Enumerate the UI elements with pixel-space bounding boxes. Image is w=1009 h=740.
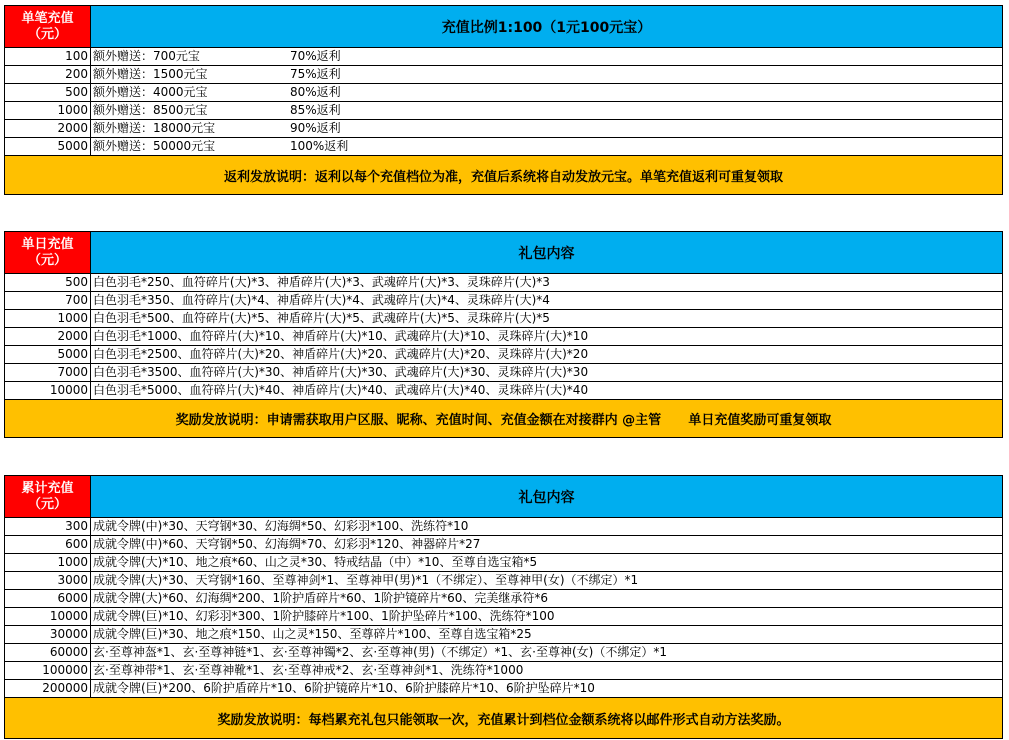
rebate-text: 85%返利 — [290, 103, 341, 117]
gift-content-header: 礼包内容 — [91, 232, 1002, 273]
bonus-text: 额外赠送：8500元宝 — [93, 103, 208, 117]
content-cell — [91, 84, 1002, 101]
amount-cell: 100000 — [5, 662, 91, 679]
content-cell: 成就令牌(大)*60、幻海绸*200、1阶护盾碎片*60、1阶护镜碎片*60、完美继承符*6 — [93, 591, 548, 605]
single-recharge-table — [4, 5, 1003, 195]
reward-note: 奖励发放说明：申请需获取用户区服、昵称、充值时间、充值金额在对接群内 @主管 单日充值奖励可重复领取 — [5, 400, 1002, 437]
table-row — [5, 608, 1002, 626]
amount-cell: 6000 — [5, 590, 91, 607]
rebate-text: 70%返利 — [290, 49, 341, 63]
header-left-line2: （元） — [27, 496, 67, 512]
amount-cell: 200 — [5, 66, 91, 83]
content-cell: 成就令牌(大)*30、天穹钢*160、至尊神剑*1、至尊神甲(男)*1（不绑定）、至尊神甲(女)（不绑定）*1 — [93, 573, 639, 587]
content-cell: 成就令牌(巨)*30、地之痕*150、山之灵*150、至尊碎片*100、至尊自选宝箱*25 — [93, 627, 532, 641]
amount-cell: 2000 — [5, 120, 91, 137]
table-row — [5, 274, 1002, 292]
amount-cell: 2000 — [5, 328, 91, 345]
amount-cell: 100 — [5, 48, 91, 65]
content-cell: 成就令牌(巨)*10、幻彩羽*300、1阶护膝碎片*100、1阶护坠碎片*100、洗练符*100 — [93, 609, 555, 623]
bonus-text: 额外赠送：700元宝 — [93, 49, 200, 63]
table-row — [5, 120, 1002, 138]
amount-cell: 10000 — [5, 608, 91, 625]
bonus-text: 额外赠送：18000元宝 — [93, 121, 216, 135]
table-row — [5, 328, 1002, 346]
table-row — [5, 84, 1002, 102]
amount-column-header — [5, 476, 91, 517]
amount-cell: 5000 — [5, 346, 91, 363]
content-cell: 玄·至尊神盔*1、玄·至尊神链*1、玄·至尊神镯*2、玄·至尊神(男)（不绑定）*1、玄·至尊神(女)（不绑定）*1 — [93, 645, 667, 659]
content-cell: 成就令牌(中)*60、天穹钢*50、幻海绸*70、幻彩羽*120、神器碎片*27 — [93, 537, 481, 551]
amount-cell: 1000 — [5, 554, 91, 571]
amount-cell: 300 — [5, 518, 91, 535]
table-row — [5, 138, 1002, 156]
content-cell — [91, 48, 1002, 65]
table-row — [5, 644, 1002, 662]
table-row — [5, 626, 1002, 644]
amount-cell: 500 — [5, 274, 91, 291]
amount-cell: 30000 — [5, 626, 91, 643]
table-row — [5, 680, 1002, 698]
amount-column-header — [5, 232, 91, 273]
content-cell: 白色羽毛*1000、血符碎片(大)*10、神盾碎片(大)*10、武魂碎片(大)*10、灵珠碎片(大)*10 — [93, 329, 589, 343]
table-row — [5, 66, 1002, 84]
content-cell: 成就令牌(中)*30、天穹钢*30、幻海绸*50、幻彩羽*100、洗练符*10 — [93, 519, 469, 533]
table-row — [5, 310, 1002, 328]
rebate-text: 75%返利 — [290, 67, 341, 81]
content-cell: 白色羽毛*5000、血符碎片(大)*40、神盾碎片(大)*40、武魂碎片(大)*40、灵珠碎片(大)*40 — [93, 383, 589, 397]
amount-cell: 500 — [5, 84, 91, 101]
reward-note: 奖励发放说明：每档累充礼包只能领取一次，充值累计到档位金额系统将以邮件形式自动方法奖励。 — [5, 698, 1002, 738]
table-header — [5, 6, 1002, 48]
content-cell: 白色羽毛*3500、血符碎片(大)*30、神盾碎片(大)*30、武魂碎片(大)*30、灵珠碎片(大)*30 — [93, 365, 589, 379]
bonus-text: 额外赠送：1500元宝 — [93, 67, 208, 81]
content-cell — [91, 66, 1002, 83]
amount-cell: 600 — [5, 536, 91, 553]
table-row — [5, 364, 1002, 382]
content-cell — [91, 138, 1002, 155]
content-cell: 成就令牌(大)*10、地之痕*60、山之灵*30、特戒结晶（中）*10、至尊自选宝箱*5 — [93, 555, 538, 569]
table-header — [5, 476, 1002, 518]
content-cell: 白色羽毛*350、血符碎片(大)*4、神盾碎片(大)*4、武魂碎片(大)*4、灵珠碎片(大)*4 — [93, 293, 550, 307]
bonus-text: 额外赠送：50000元宝 — [93, 139, 216, 153]
table-row — [5, 554, 1002, 572]
amount-cell: 5000 — [5, 138, 91, 155]
table-row — [5, 590, 1002, 608]
table-row — [5, 536, 1002, 554]
content-cell: 成就令牌(巨)*200、6阶护盾碎片*10、6阶护镜碎片*10、6阶护膝碎片*10、6阶护坠碎片*10 — [93, 681, 595, 695]
amount-cell: 3000 — [5, 572, 91, 589]
amount-cell: 7000 — [5, 364, 91, 381]
header-left-line2: （元） — [27, 26, 67, 42]
amount-cell: 10000 — [5, 382, 91, 399]
table-row — [5, 292, 1002, 310]
amount-cell: 200000 — [5, 680, 91, 697]
header-left-line2: （元） — [27, 252, 67, 268]
table-header — [5, 232, 1002, 274]
content-cell: 白色羽毛*500、血符碎片(大)*5、神盾碎片(大)*5、武魂碎片(大)*5、灵珠碎片(大)*5 — [93, 311, 550, 325]
gift-content-header: 礼包内容 — [91, 476, 1002, 517]
amount-cell: 1000 — [5, 102, 91, 119]
cumulative-recharge-table — [4, 475, 1003, 739]
content-cell: 白色羽毛*2500、血符碎片(大)*20、神盾碎片(大)*20、武魂碎片(大)*20、灵珠碎片(大)*20 — [93, 347, 589, 361]
rebate-text: 100%返利 — [290, 139, 349, 153]
content-cell: 白色羽毛*250、血符碎片(大)*3、神盾碎片(大)*3、武魂碎片(大)*3、灵珠碎片(大)*3 — [93, 275, 550, 289]
table-row — [5, 572, 1002, 590]
daily-recharge-table — [4, 231, 1003, 438]
header-left-line1: 单笔充值 — [21, 10, 74, 26]
amount-cell: 60000 — [5, 644, 91, 661]
table-row — [5, 48, 1002, 66]
rebate-note: 返利发放说明：返利以每个充值档位为准，充值后系统将自动发放元宝。单笔充值返利可重复领取 — [5, 156, 1002, 194]
header-left-line1: 单日充值 — [21, 236, 74, 252]
header-left-line1: 累计充值 — [21, 480, 74, 496]
content-cell: 玄·至尊神带*1、玄·至尊神靴*1、玄·至尊神戒*2、玄·至尊神剑*1、洗练符*1000 — [93, 663, 524, 677]
amount-cell: 700 — [5, 292, 91, 309]
table-row — [5, 518, 1002, 536]
rebate-text: 90%返利 — [290, 121, 341, 135]
content-cell — [91, 102, 1002, 119]
table-row — [5, 662, 1002, 680]
content-cell — [91, 120, 1002, 137]
rebate-text: 80%返利 — [290, 85, 341, 99]
table-row — [5, 102, 1002, 120]
ratio-header: 充值比例1:100（1元100元宝） — [91, 6, 1002, 47]
amount-column-header — [5, 6, 91, 47]
table-row — [5, 346, 1002, 364]
bonus-text: 额外赠送：4000元宝 — [93, 85, 208, 99]
amount-cell: 1000 — [5, 310, 91, 327]
table-row — [5, 382, 1002, 400]
